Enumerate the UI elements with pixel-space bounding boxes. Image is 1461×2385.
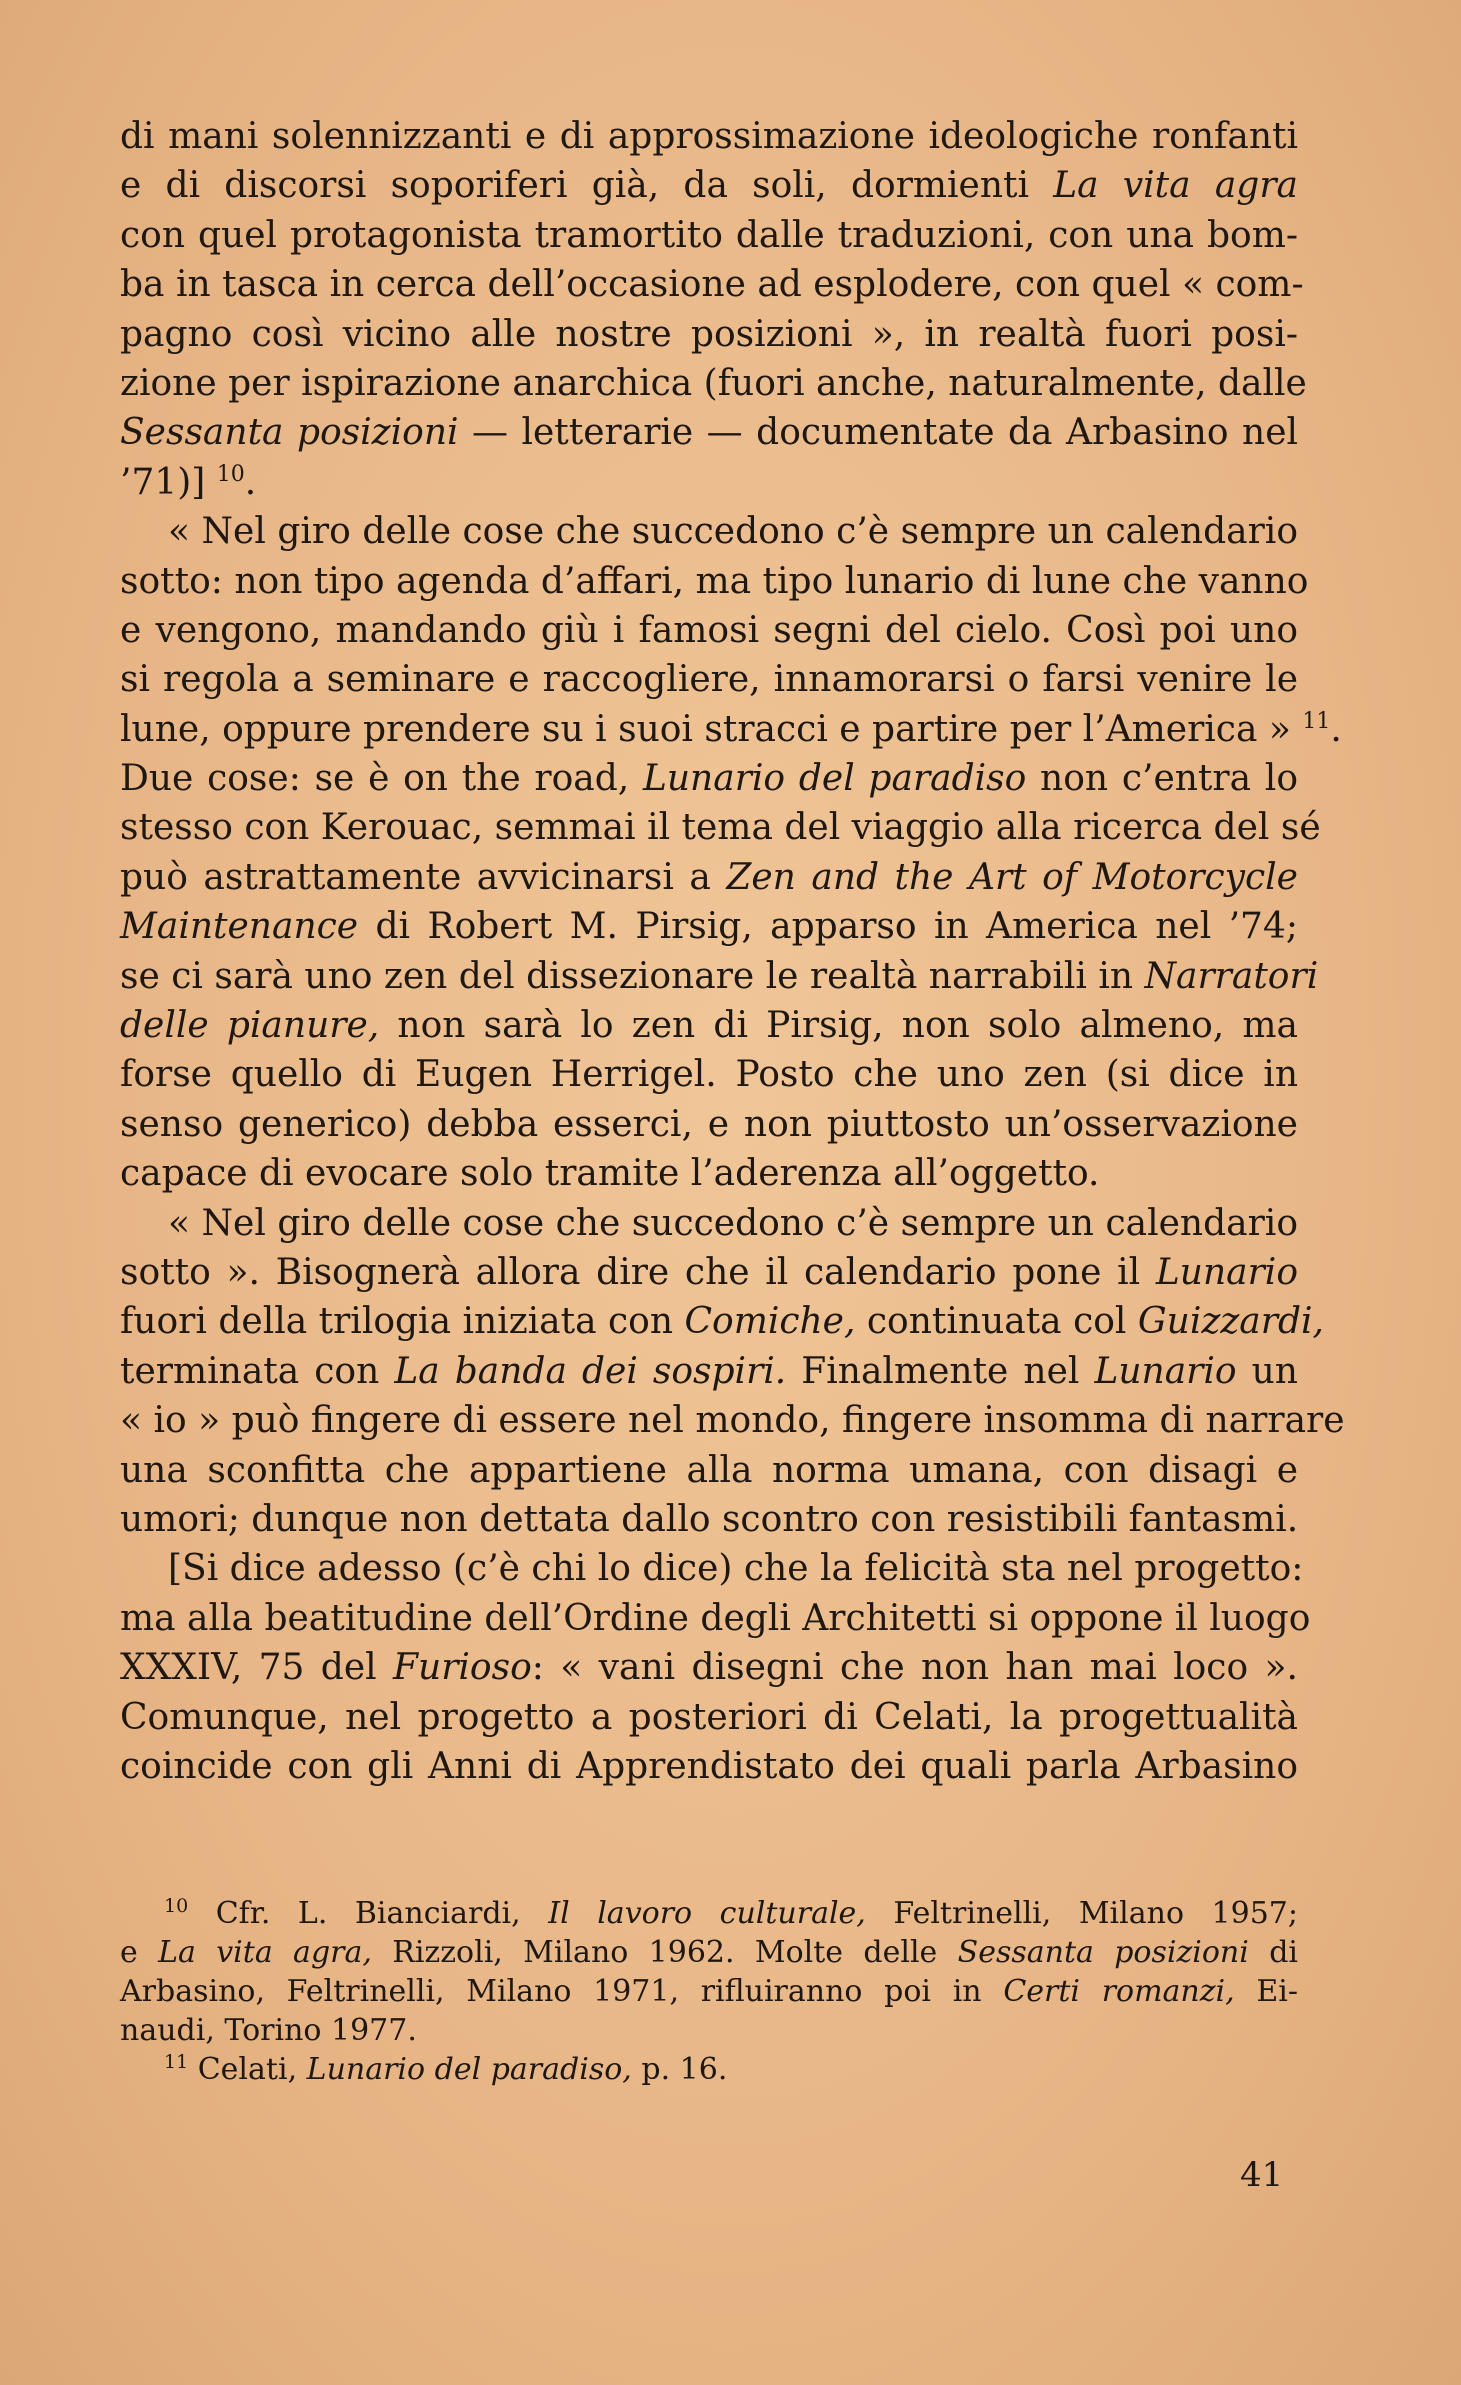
text-line: [120, 161, 1298, 210]
text-run: Feltrinelli, Milano 1957;: [865, 1896, 1299, 1931]
footnote-line: [120, 1972, 1298, 2011]
text-run: di Robert M. Pirsig, apparso in America nel ’74;: [358, 906, 1298, 948]
text-run: Finalmente nel: [786, 1350, 1095, 1392]
text-line: [120, 310, 1298, 359]
text-run: Celati,: [188, 2052, 307, 2087]
footnote-marker: 11: [164, 2051, 189, 2073]
text-run: .: [244, 461, 257, 503]
text-run: e di discorsi soporiferi già, da soli, dormienti: [120, 165, 1054, 207]
italic-title: La banda dei sospiri.: [394, 1350, 787, 1392]
text-run: ’71)]: [120, 461, 217, 503]
text-line: [120, 1742, 1298, 1791]
text-run: non c’entra lo: [1026, 758, 1298, 800]
text-run: terminata con: [120, 1350, 395, 1392]
text-line: [120, 1544, 1304, 1593]
text-run: : « vani disegni che non han mai loco ».: [531, 1647, 1298, 1689]
text-run: stesso con Kerouac, semmai il tema del viaggio alla ricerca del sé: [120, 807, 1321, 849]
text-run: umori; dunque non dettata dallo scontro con resistibili fantasmi.: [120, 1498, 1299, 1540]
text-run: Arbasino, Feltrinelli, Milano 1971, rifluiranno poi in: [120, 1974, 1004, 2009]
text-line: [120, 211, 1298, 260]
text-run: non sarà lo zen di Pirsig, non solo almeno, ma: [379, 1005, 1298, 1047]
text-run: XXXIV, 75 del: [120, 1647, 394, 1689]
text-line: [120, 1100, 1298, 1149]
text-line: [120, 1297, 1324, 1346]
italic-title: La vita agra: [1053, 165, 1298, 207]
text-run: p. 16.: [631, 2052, 728, 2087]
text-run: Ei-: [1234, 1974, 1298, 2009]
italic-title: Maintenance: [120, 906, 359, 948]
page-number: 41: [1240, 2155, 1284, 2195]
text-run: « Nel giro delle cose che succedono c’è sempre un calendario: [168, 1202, 1298, 1244]
footnote-marker: 10: [216, 461, 245, 487]
text-run: .: [1330, 708, 1342, 750]
footnotes: [120, 1894, 1298, 2089]
text-run: e: [120, 1935, 159, 1970]
text-run: Due cose: se è on the road,: [120, 758, 643, 800]
text-line: [120, 1643, 1298, 1692]
footnote-line: [120, 2011, 1298, 2050]
italic-title: Il lavoro culturale,: [548, 1896, 866, 1931]
text-run: fuori della trilogia iniziata con: [120, 1301, 685, 1343]
text-line: [120, 705, 1342, 754]
text-line: [120, 952, 1319, 1001]
italic-title: Zen and the Art of Motorcycle: [726, 856, 1298, 898]
text-line: [120, 260, 1304, 309]
italic-title: Sessanta posizioni: [120, 412, 459, 454]
body-text: [120, 112, 1345, 1791]
text-line: [120, 803, 1321, 852]
text-run: « Nel giro delle cose che succedono c’è sempre un calendario: [168, 511, 1298, 553]
footnote-line: [120, 1894, 1298, 1933]
text-run: se ci sarà uno zen del dissezionare le realtà narrabili in: [120, 955, 1145, 997]
italic-title: Narratori: [1144, 955, 1319, 997]
text-run: Comunque, nel progetto a posteriori di Celati, la progettualità: [120, 1696, 1298, 1738]
text-line: [120, 1693, 1298, 1742]
text-line: [120, 1149, 1298, 1198]
italic-title: Comiche,: [684, 1301, 856, 1343]
text-run: con quel protagonista tramortito dalle traduzioni, con una bom-: [120, 214, 1298, 256]
italic-title: Furioso: [393, 1647, 532, 1689]
text-line: [120, 853, 1298, 902]
text-line: [120, 408, 1298, 457]
text-run: zione per ispirazione anarchica (fuori anche, naturalmente, dalle: [120, 362, 1307, 404]
text-run: Cfr. L. Bianciardi,: [188, 1896, 549, 1931]
text-run: di: [1248, 1935, 1298, 1970]
italic-title: Lunario del paradiso,: [306, 2052, 632, 2087]
text-run: ba in tasca in cerca dell’occasione ad esplodere, con quel « com-: [120, 264, 1304, 306]
footnote-marker: 11: [1302, 708, 1331, 734]
text-line: [120, 1347, 1298, 1396]
italic-title: La vita agra,: [158, 1935, 372, 1970]
text-run: — letterarie — documentate da Arbasino nel: [458, 412, 1299, 454]
text-run: ma alla beatitudine dell’Ordine degli Architetti si oppone il luogo: [120, 1597, 1311, 1639]
italic-title: Lunario: [1094, 1350, 1237, 1392]
footnote-marker: 10: [164, 1895, 189, 1917]
text-line: [120, 507, 1298, 556]
text-line: [120, 1199, 1298, 1248]
text-run: un: [1236, 1350, 1298, 1392]
text-line: [120, 655, 1298, 704]
text-run: senso generico) debba esserci, e non piuttosto un’osservazione: [120, 1103, 1298, 1145]
text-line: [120, 1396, 1345, 1445]
text-run: Rizzoli, Milano 1962. Molte delle: [371, 1935, 958, 1970]
italic-title: delle pianure,: [120, 1005, 380, 1047]
text-line: [120, 1446, 1298, 1495]
text-run: capace di evocare solo tramite l’aderenza all’oggetto.: [120, 1153, 1100, 1195]
text-run: sotto: non tipo agenda d’affari, ma tipo lunario di lune che vanno: [120, 560, 1309, 602]
text-run: forse quello di Eugen Herrigel. Posto che uno zen (si dice in: [120, 1054, 1298, 1096]
italic-title: Lunario: [1155, 1251, 1298, 1293]
text-run: lune, oppure prendere su i suoi stracci e partire per l’America »: [120, 708, 1303, 750]
text-line: [120, 754, 1298, 803]
text-line: [120, 458, 1298, 507]
text-run: una sconfitta che appartiene alla norma umana, con disagi e: [120, 1449, 1298, 1491]
text-run: naudi, Torino 1977.: [120, 2013, 417, 2048]
text-line: [120, 112, 1298, 161]
text-run: [Si dice adesso (c’è chi lo dice) che la felicità sta nel progetto:: [168, 1548, 1304, 1590]
text-line: [120, 902, 1298, 951]
text-run: « io » può fingere di essere nel mondo, fingere insomma di narrare: [120, 1400, 1345, 1442]
text-run: continuata col: [855, 1301, 1138, 1343]
text-run: si regola a seminare e raccogliere, innamorarsi o farsi venire le: [120, 659, 1298, 701]
text-line: [120, 1248, 1298, 1297]
italic-title: Guizzardi,: [1137, 1301, 1324, 1343]
text-run: di mani solennizzanti e di approssimazione ideologiche ronfanti: [120, 116, 1298, 157]
text-run: pagno così vicino alle nostre posizioni », in realtà fuori posi-: [120, 313, 1298, 355]
text-line: [120, 1050, 1298, 1099]
text-run: può astrattamente avvicinarsi a: [120, 856, 727, 898]
text-line: [120, 1594, 1311, 1643]
italic-title: Lunario del paradiso: [642, 758, 1027, 800]
text-line: [120, 359, 1307, 408]
italic-title: Sessanta posizioni: [957, 1935, 1249, 1970]
footnote-line: [120, 1933, 1298, 1972]
text-line: [120, 606, 1298, 655]
footnote-line: [120, 2050, 1298, 2089]
text-line: [120, 1001, 1298, 1050]
text-line: [120, 1495, 1298, 1544]
text-run: coincide con gli Anni di Apprendistato dei quali parla Arbasino: [120, 1745, 1298, 1787]
text-line: [120, 557, 1309, 606]
text-run: sotto ». Bisognerà allora dire che il calendario pone il: [120, 1251, 1156, 1293]
italic-title: Certi romanzi,: [1003, 1974, 1235, 2009]
text-run: e vengono, mandando giù i famosi segni del cielo. Così poi uno: [120, 609, 1298, 651]
